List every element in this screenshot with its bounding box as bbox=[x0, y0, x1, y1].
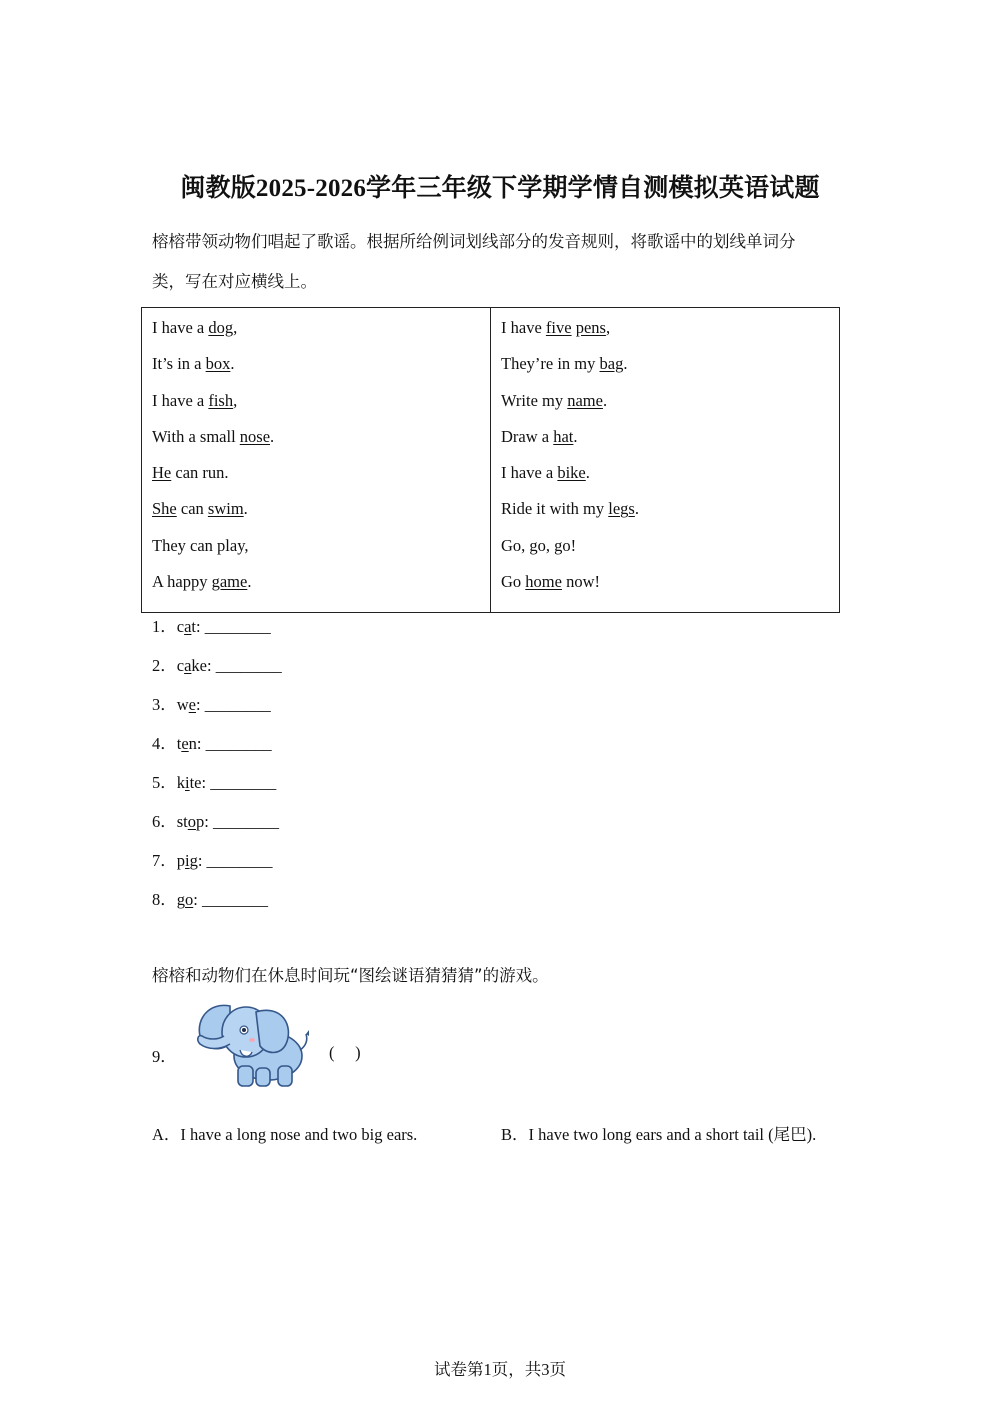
option-b: B．I have two long ears and a short tail (尾巴). bbox=[501, 1125, 817, 1144]
underlined-word: legs bbox=[608, 499, 635, 519]
line-text: It’s in a bbox=[152, 354, 206, 374]
line-text: now! bbox=[561, 572, 601, 592]
question-number: 4． bbox=[152, 734, 177, 753]
answer-parentheses: ( ) bbox=[329, 1043, 361, 1062]
song-line bbox=[152, 535, 480, 571]
underlined-word: fish bbox=[208, 390, 234, 410]
song-line bbox=[152, 390, 480, 426]
question-text: t bbox=[176, 734, 182, 753]
underlined-letter: a bbox=[184, 617, 192, 636]
underlined-letter: o bbox=[185, 890, 194, 909]
underlined-word: box bbox=[205, 354, 231, 374]
question-item bbox=[152, 810, 282, 849]
question-text: c bbox=[176, 656, 185, 675]
underlined-word: dog bbox=[208, 318, 234, 337]
question-text: p: ________ bbox=[196, 812, 279, 831]
underlined-word: swim bbox=[207, 499, 244, 519]
line-text: Draw a bbox=[501, 426, 554, 446]
question-item bbox=[152, 888, 282, 927]
question-text: te: ________ bbox=[189, 773, 277, 792]
question-text: k bbox=[176, 773, 185, 792]
song-line bbox=[152, 462, 480, 498]
option-a: A．I have a long nose and two big ears. bbox=[152, 1125, 418, 1144]
underlined-word: She bbox=[152, 499, 177, 519]
line-text: I have a bbox=[501, 463, 558, 483]
section2-instruction: 榕榕和动物们在休息时间玩“图绘谜语猜猜猜”的游戏。 bbox=[152, 966, 549, 985]
question-item bbox=[152, 693, 282, 732]
line-text: . bbox=[243, 499, 248, 519]
question-item bbox=[152, 849, 282, 888]
line-text: . bbox=[230, 354, 235, 374]
line-text: , bbox=[233, 390, 238, 410]
song-line bbox=[152, 317, 480, 353]
question-number: 7． bbox=[152, 851, 177, 870]
question-number: 3． bbox=[152, 695, 177, 714]
line-text: I have bbox=[501, 318, 546, 337]
line-text: I have a bbox=[152, 318, 209, 337]
line-text: They can play, bbox=[152, 535, 249, 555]
line-text: Write my bbox=[501, 390, 568, 410]
line-text: can bbox=[176, 499, 208, 519]
underlined-word: hat bbox=[553, 426, 574, 446]
underlined-letter: e bbox=[181, 734, 189, 753]
question-text: : ________ bbox=[196, 695, 271, 714]
line-text: can run. bbox=[171, 463, 229, 483]
line-text: Ride it with my bbox=[501, 499, 609, 519]
question-number: 2． bbox=[152, 656, 177, 675]
line-text: They’re in my bbox=[501, 354, 600, 374]
line-text: Go bbox=[501, 572, 526, 592]
question-number: 5． bbox=[152, 773, 177, 792]
underlined-letter: i bbox=[185, 773, 190, 792]
song-left-column bbox=[142, 308, 491, 613]
question-text: : ________ bbox=[193, 890, 268, 909]
song-line bbox=[152, 353, 480, 389]
question-item bbox=[152, 771, 282, 810]
song-line bbox=[501, 571, 829, 607]
song-line bbox=[501, 535, 829, 571]
section1-instruction bbox=[152, 222, 852, 302]
underlined-word: pens bbox=[575, 318, 606, 337]
underlined-word: bag bbox=[599, 354, 624, 374]
question-text: p bbox=[176, 851, 185, 870]
song-line bbox=[501, 390, 829, 426]
question-text: st bbox=[176, 812, 188, 831]
underlined-letter: o bbox=[187, 812, 197, 831]
line-text: With a small bbox=[152, 426, 240, 446]
underlined-word: home bbox=[525, 572, 562, 592]
page-footer: 试卷第1页，共3页 bbox=[434, 1360, 566, 1379]
line-text: . bbox=[247, 572, 252, 592]
elephant-illustration bbox=[190, 1000, 312, 1090]
underlined-word: game bbox=[211, 572, 248, 592]
question-item bbox=[152, 732, 282, 771]
underlined-letter: a bbox=[184, 656, 192, 675]
song-line bbox=[501, 426, 829, 462]
question-text: t: ________ bbox=[191, 617, 271, 636]
line-text: I have a bbox=[152, 390, 209, 410]
underlined-word: name bbox=[567, 390, 603, 410]
song-line bbox=[501, 498, 829, 534]
song-right-column bbox=[491, 308, 840, 613]
page-title: 闽教版2025-2026学年三年级下学期学情自测模拟英语试题 bbox=[180, 175, 820, 202]
underlined-word: bike bbox=[557, 463, 586, 483]
question-number: 8． bbox=[152, 890, 177, 909]
line-text: . bbox=[573, 426, 578, 446]
line-text: A happy bbox=[152, 572, 212, 592]
line-text: , bbox=[233, 318, 238, 337]
underlined-word: five bbox=[545, 318, 572, 337]
song-line bbox=[152, 426, 480, 462]
question-9-number: 9． bbox=[152, 1047, 177, 1066]
underlined-letter: e bbox=[188, 695, 196, 714]
song-line bbox=[152, 571, 480, 607]
line-text: . bbox=[270, 426, 275, 446]
question-text: g bbox=[176, 890, 185, 909]
question-item bbox=[152, 654, 282, 693]
instruction-line-2: 类，写在对应横线上。 bbox=[152, 272, 317, 291]
instruction-line-1: 榕榕带领动物们唱起了歌谣。根据所给例词划线部分的发音规则，将歌谣中的划线单词分 bbox=[152, 232, 796, 251]
underlined-letter: i bbox=[185, 851, 190, 870]
question-text: c bbox=[176, 617, 185, 636]
line-text: . bbox=[634, 499, 639, 519]
question-number: 1． bbox=[152, 617, 177, 636]
underlined-word: nose bbox=[239, 426, 271, 446]
question-text: w bbox=[176, 695, 189, 714]
question-text: ke: ________ bbox=[191, 656, 282, 675]
question-number: 6． bbox=[152, 812, 177, 831]
line-text: . bbox=[585, 463, 590, 483]
line-text: , bbox=[605, 318, 611, 337]
question-text: n: ________ bbox=[188, 734, 272, 753]
underlined-word: He bbox=[152, 463, 172, 483]
song-line bbox=[501, 317, 829, 353]
line-text: . bbox=[602, 390, 608, 410]
song-line bbox=[152, 498, 480, 534]
line-text: Go, go, go! bbox=[501, 535, 577, 555]
question-item bbox=[152, 615, 282, 654]
question-list bbox=[152, 615, 282, 927]
song-line bbox=[501, 353, 829, 389]
line-text: . bbox=[623, 354, 628, 374]
song-table bbox=[141, 307, 840, 613]
question-text: g: ________ bbox=[189, 851, 273, 870]
song-line bbox=[501, 462, 829, 498]
